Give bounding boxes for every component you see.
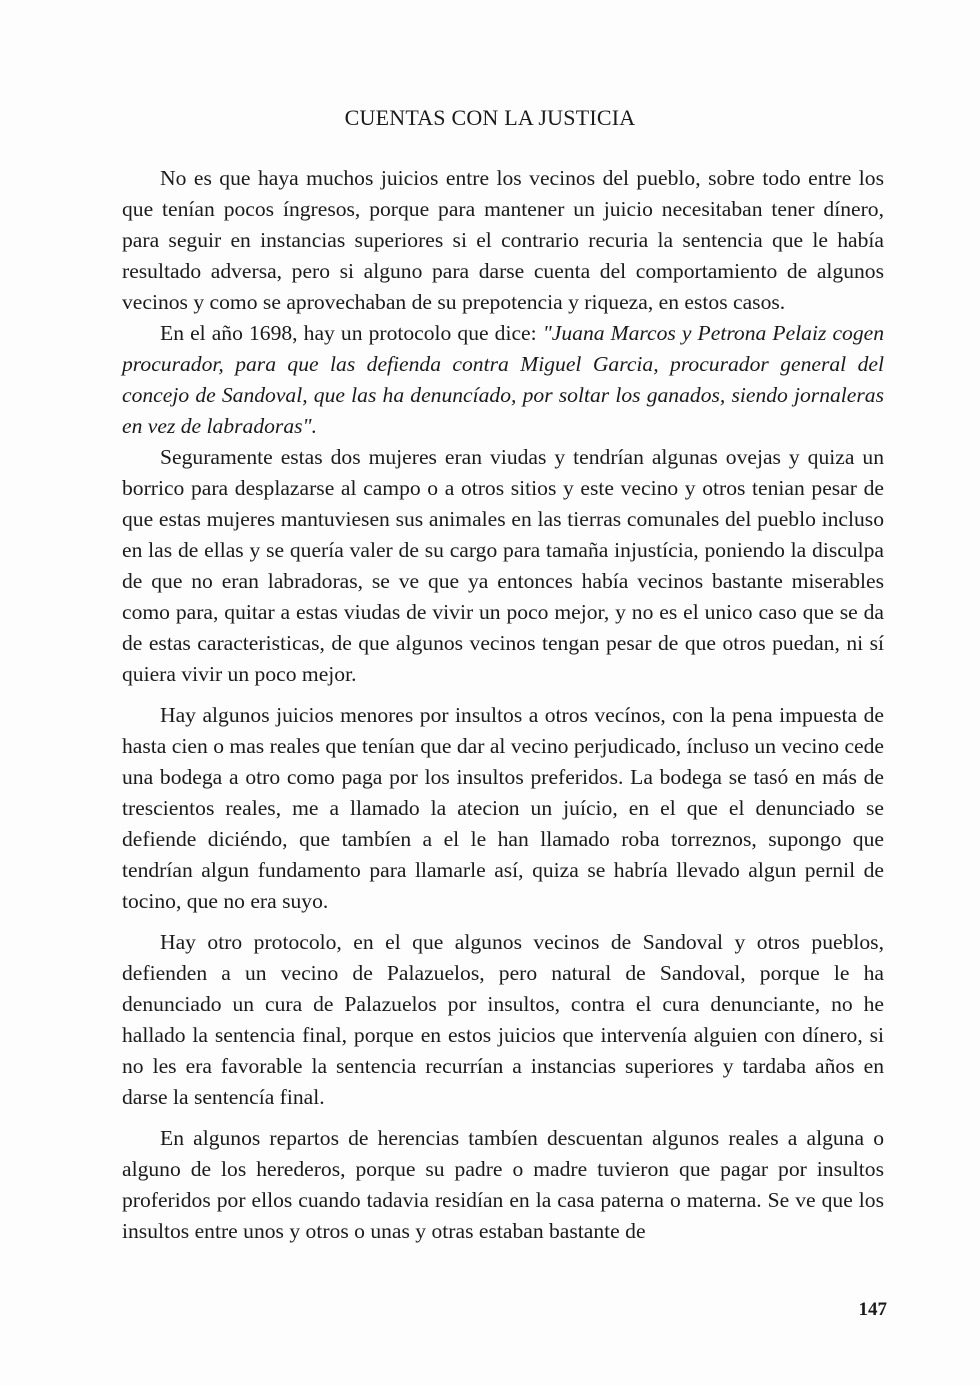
- page-title: CUENTAS CON LA JUSTICIA: [344, 105, 636, 130]
- paragraph-2-lead: En el año 1698, hay un protocolo que dice:: [160, 321, 543, 345]
- paragraph-3: Seguramente estas dos mujeres eran viudas y tendrían algunas ovejas y quiza un borrico para desplazarse al campo o a otros sitios y este vecino y otros tenian pesar de que estas mujeres mantuviesen sus animales en las tierras comunales del pueblo incluso en las de ellas y se quería valer de su cargo para tamaña injustícia, poniendo la disculpa de que no eran labradoras, se ve que ya entonces había vecinos bastante miserables como para, quitar a estas viudas de vivir un poco mejor, y no es el unico caso que se da de estas caracteristicas, de que algunos vecinos tengan pesar de que otros puedan, ni sí quiera vivir un poco mejor.: [122, 445, 884, 686]
- paragraph-2: [122, 318, 884, 442]
- body-text: [122, 163, 884, 1247]
- paragraph-2-quote: "Juana Marcos y Petrona Pelaiz cogen procurador, para que las defienda contra Miguel Garcia, procurador general del concejo de Sandoval, que las ha denuncíado, por soltar los ganados, siendo jornaleras en vez de labradoras".: [122, 321, 885, 438]
- paragraph-6: En algunos repartos de herencias tambíen descuentan algunos reales a alguna o alguno de los herederos, porque su padre o madre tuvieron que pagar por insultos proferidos por ellos cuando tadavia residían en la casa paterna o materna. Se ve que los insultos entre unos y otros o unas y otras estaban bastante de: [122, 1126, 884, 1243]
- paragraph-4: Hay algunos juicios menores por insultos a otros vecínos, con la pena impuesta de hasta cien o mas reales que tenían que dar al vecino perjudicado, íncluso un vecino cede una bodega a otro como paga por los insultos preferidos. La bodega se tasó en más de trescientos reales, me a llamado la atecion un juício, en el que el denunciado se defiende diciéndo, que tambíen a el le han llamado roba torreznos, supongo que tendrían algun fundamento para llamarle así, quiza se habría llevado algun pernil de tocino, que no era suyo.: [122, 703, 884, 913]
- paragraph-5: Hay otro protocolo, en el que algunos vecinos de Sandoval y otros pueblos, defienden a un vecino de Palazuelos, pero natural de Sandoval, porque le ha denunciado un cura de Palazuelos por insultos, contra el cura denunciante, no he hallado la sentencia final, porque en estos juicios que intervenía alguien con dínero, si no les era favorable la sentencia recurrían a instancias superiores y tardaba años en darse la sentencía final.: [122, 930, 884, 1109]
- paragraph-1: No es que haya muchos juicios entre los vecinos del pueblo, sobre todo entre los que tenían pocos íngresos, porque para mantener un juicio necesitaban tener dínero, para seguir en instancias superiores si el contrario recuria la sentencia que le había resultado adversa, pero si alguno para darse cuenta del comportamiento de algunos vecinos y como se aprovechaban de su prepotencia y riqueza, en estos casos.: [122, 166, 884, 314]
- page-number: 147: [858, 1299, 887, 1320]
